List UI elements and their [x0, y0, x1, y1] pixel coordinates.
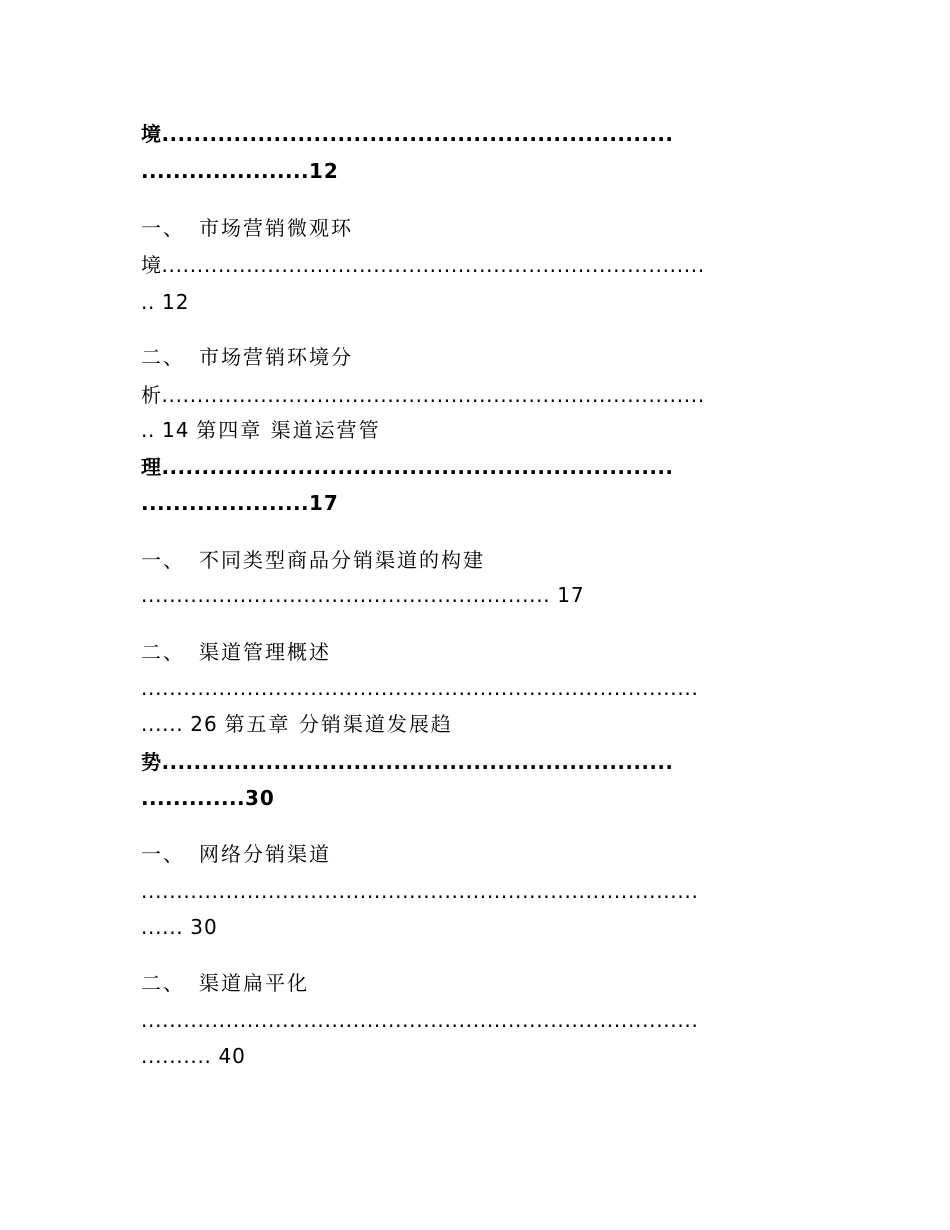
toc-line-channel-flattening-page[interactable]	[141, 1042, 246, 1070]
section-number: 一、	[141, 548, 185, 572]
leader-dots: ..	[141, 290, 156, 314]
toc-heading-micro-environment	[141, 214, 353, 242]
toc-lead: 势	[141, 750, 162, 774]
leader-dots: ...............................................................................	[141, 676, 699, 700]
page-number: 12	[308, 159, 339, 183]
toc-line-micro-environment-page[interactable]	[141, 288, 189, 316]
leader-dots: .............	[141, 786, 245, 810]
page-number: 14	[161, 418, 190, 442]
toc-line-channel-overview-page[interactable]	[141, 710, 453, 738]
toc-heading-channel-construction	[141, 546, 485, 574]
page-number: 17	[308, 491, 339, 515]
leader-dots: ......	[141, 712, 184, 736]
toc-line-channel-flattening	[141, 1006, 699, 1034]
leader-dots: ..........................................................	[141, 583, 551, 607]
chapter-title: 第五章 分销渠道发展趋	[224, 712, 453, 736]
leader-dots: ................................................................	[161, 750, 674, 774]
section-number: 二、	[141, 345, 185, 369]
page-number: 30	[244, 786, 275, 810]
chapter-title: 第四章 渠道运营管	[196, 418, 381, 442]
section-title: 网络分销渠道	[199, 842, 331, 866]
section-title: 不同类型商品分销渠道的构建	[199, 548, 485, 572]
section-number: 一、	[141, 842, 185, 866]
toc-lead: 境	[141, 122, 162, 146]
toc-line-channel-management-page[interactable]	[141, 489, 339, 517]
section-title: 市场营销环境分	[199, 345, 353, 369]
toc-line-micro-environment	[141, 251, 705, 279]
toc-line-trends	[141, 748, 673, 776]
toc-line-environment	[141, 120, 673, 148]
leader-dots: .....................	[141, 491, 309, 515]
leader-dots: ................................................................	[161, 455, 674, 479]
leader-dots: ................................................................	[161, 122, 674, 146]
toc-line-channel-construction-page[interactable]	[141, 581, 585, 609]
toc-line-environment-analysis	[141, 381, 705, 409]
page-number: 40	[218, 1044, 246, 1068]
page-number: 26	[190, 712, 218, 736]
section-number: 一、	[141, 216, 185, 240]
page-number: 12	[161, 290, 190, 314]
toc-lead: 理	[141, 455, 162, 479]
leader-dots: .............................................................................	[161, 253, 705, 277]
leader-dots: .....................	[141, 159, 309, 183]
leader-dots: ...............................................................................	[141, 879, 699, 903]
section-number: 二、	[141, 640, 185, 664]
toc-line-environment-analysis-page[interactable]	[141, 416, 381, 444]
section-title: 渠道管理概述	[199, 640, 331, 664]
leader-dots: ......	[141, 915, 184, 939]
toc-line-network-channel	[141, 877, 699, 905]
toc-line-channel-management	[141, 453, 673, 481]
leader-dots: .............................................................................	[161, 383, 705, 407]
leader-dots: ..	[141, 418, 156, 442]
leader-dots: ...............................................................................	[141, 1008, 699, 1032]
page-number: 17	[557, 583, 585, 607]
toc-lead: 境	[141, 253, 162, 277]
section-title: 渠道扁平化	[199, 971, 309, 995]
toc-heading-channel-flattening	[141, 969, 309, 997]
section-number: 二、	[141, 971, 185, 995]
toc-line-environment-page[interactable]	[141, 157, 339, 185]
toc-heading-environment-analysis	[141, 343, 353, 371]
toc-line-channel-overview	[141, 674, 699, 702]
page-number: 30	[190, 915, 218, 939]
toc-line-network-channel-page[interactable]	[141, 913, 218, 941]
toc-line-trends-page[interactable]	[141, 784, 275, 812]
leader-dots: ..........	[141, 1044, 212, 1068]
toc-heading-network-channel	[141, 840, 331, 868]
section-title: 市场营销微观环	[199, 216, 353, 240]
toc-lead: 析	[141, 383, 162, 407]
toc-heading-channel-overview	[141, 638, 331, 666]
